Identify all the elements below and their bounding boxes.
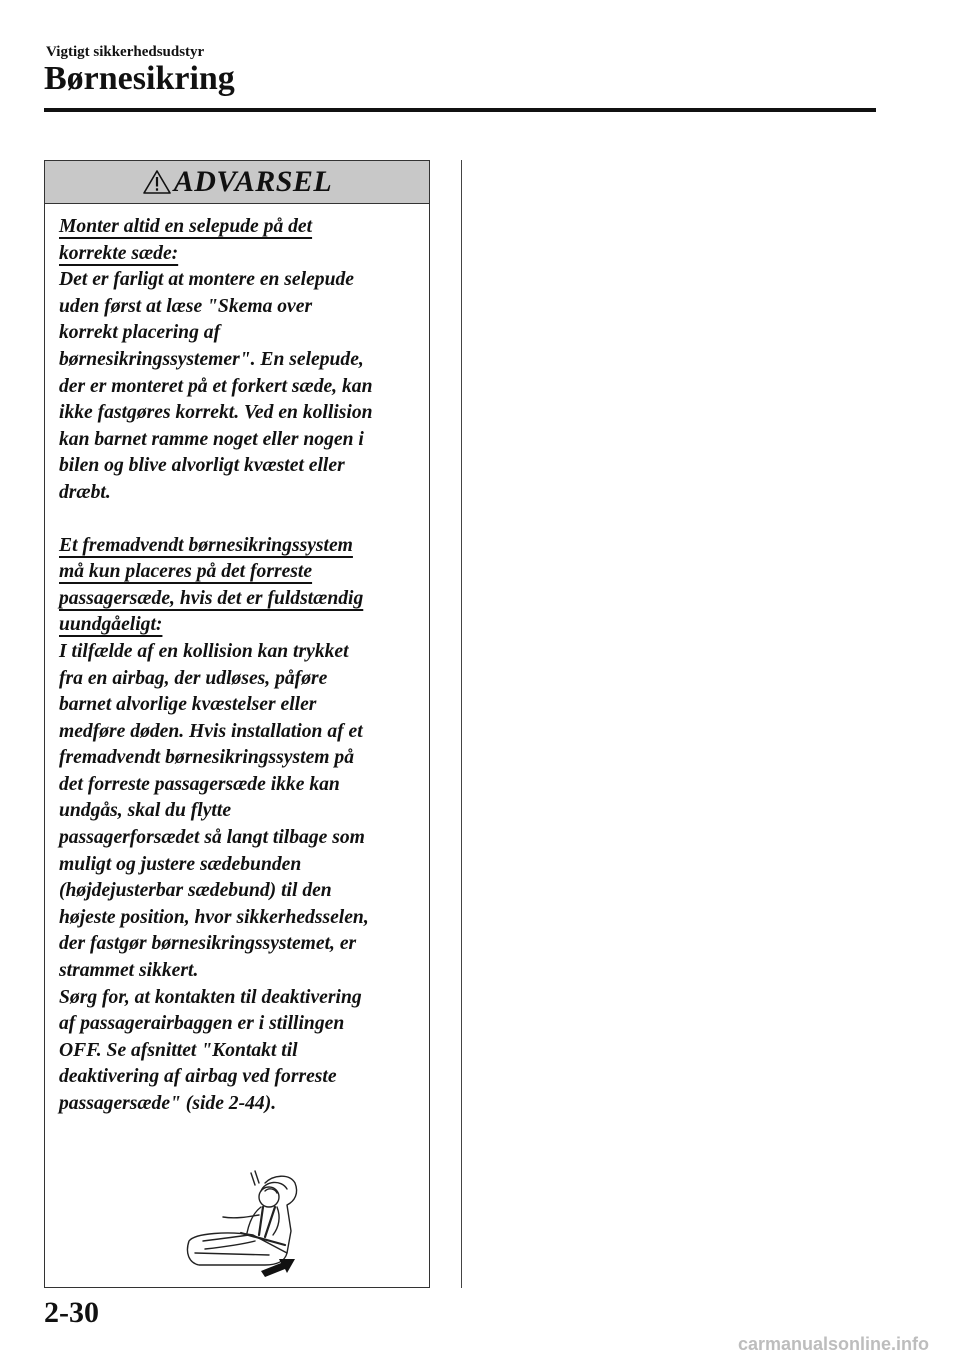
warning-heading-2: Et fremadvendt børnesikringssystem må kun placeres på det forreste passagersæde, hvis det er fuldstændig uundgåeligt:	[59, 534, 364, 636]
warning-header	[45, 161, 429, 204]
warning-body	[45, 204, 429, 1118]
page-number: 2-30	[44, 1296, 99, 1329]
warning-title: ADVARSEL	[173, 165, 333, 198]
title-divider	[44, 108, 876, 112]
warning-heading-1: Monter altid en selepude på det korrekte sæde:	[59, 216, 313, 264]
warning-text-1: Det er farligt at montere en selepude uden først at læse "Skema over korrekt placering af børnesikringssystemer". En selepude, der er monteret på et forkert sæde, kan ikke fastgøres korrekt. Ved en kollision kan barnet ramme noget eller nogen i bilen og blive alvorligt kvæstet eller dræbt.	[59, 269, 373, 503]
warning-text-2: I tilfælde af en kollision kan trykket fra en airbag, der udløses, påføre barnet alvorlige kvæstelser eller medføre døden. Hvis installation af et fremadvendt børnesikringssystem på det forreste passagersæde ikke kan undgås, skal du flytte passagerforsædet så langt tilbage som muligt og justere sædebunden (højdejusterbar sædebund) til den højeste position, hvor sikkerhedsselen, der fastgør børnesikringssystemet, er strammet sikkert. Sørg for, at kontakten til deaktivering af passagerairbaggen er i stillingen OFF. Se afsnittet "Kontakt til deaktivering af airbag ved forreste passagersæde" (side 2-44).	[59, 640, 369, 1114]
column-divider	[461, 160, 462, 1288]
warning-box	[44, 160, 430, 1288]
page-title: Børnesikring	[44, 60, 235, 97]
child-seat-illustration-icon	[169, 1161, 309, 1277]
section-label: Vigtigt sikkerhedsudstyr	[46, 44, 205, 60]
watermark: carmanualsonline.info	[738, 1334, 930, 1354]
warning-triangle-icon	[142, 169, 172, 195]
